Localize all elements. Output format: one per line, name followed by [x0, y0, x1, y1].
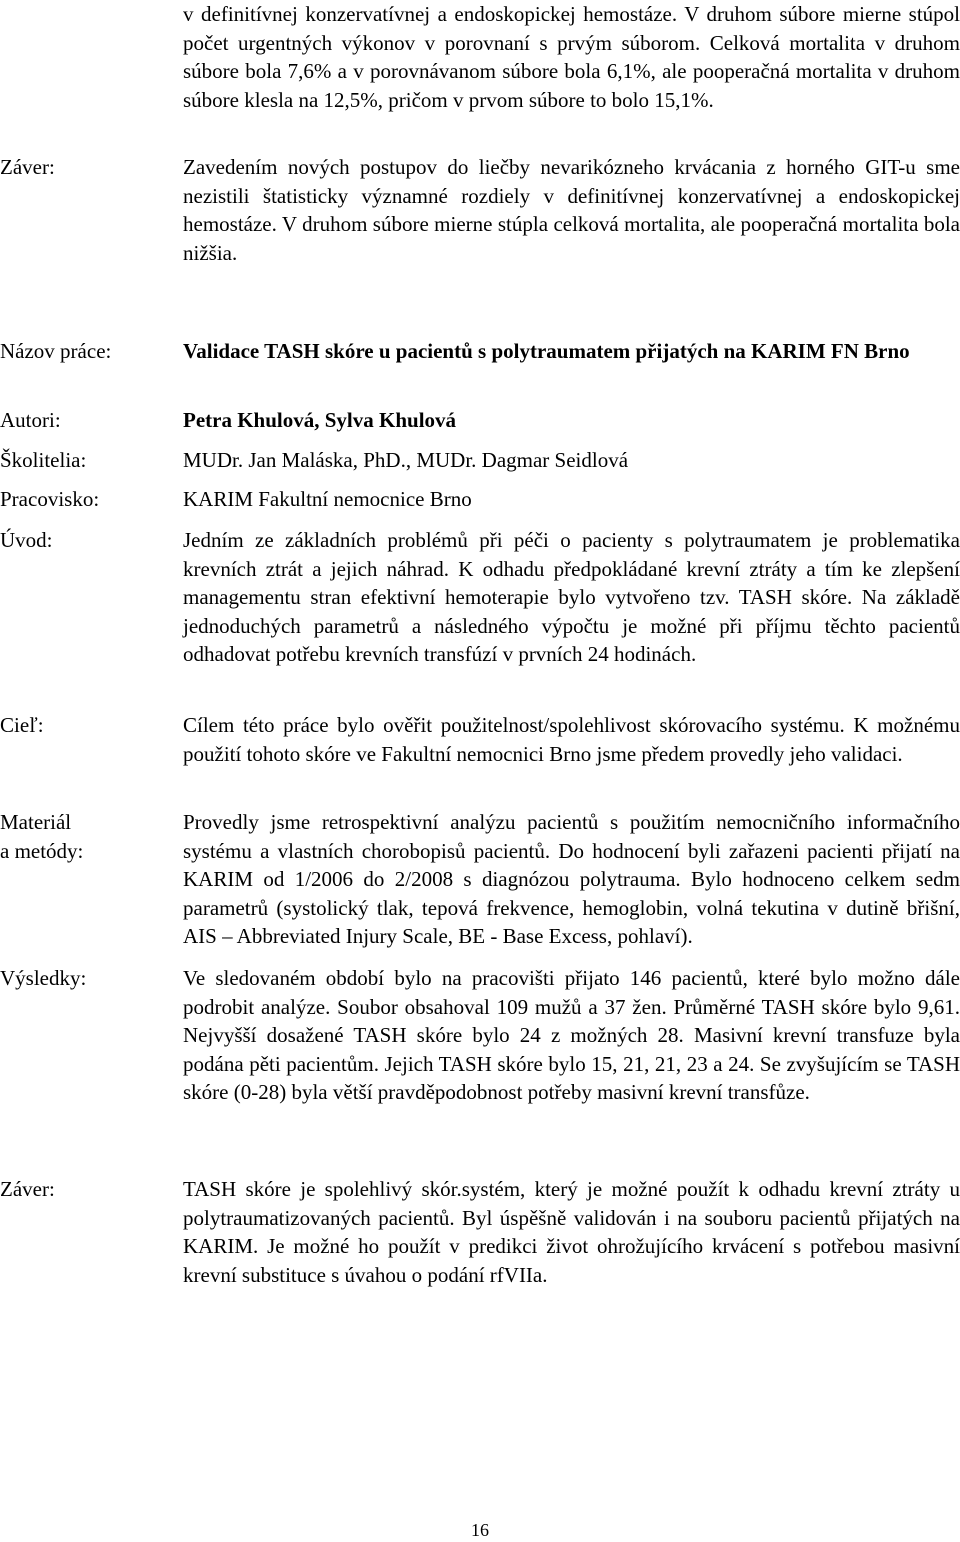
- conclusion2-label: Záver:: [0, 1177, 55, 1201]
- authors-label: Autori:: [0, 408, 61, 432]
- workplace: KARIM Fakultní nemocnice Brno: [183, 487, 472, 511]
- supervisors: MUDr. Jan Maláska, PhD., MUDr. Dagmar Seidlová: [183, 448, 629, 472]
- results-label: Výsledky:: [0, 966, 87, 990]
- goal-label: Cieľ:: [0, 713, 44, 737]
- conclusion-text: Zavedením nových postupov do liečby nevarikózneho krvácania z horného GIT-u sme nezistili štatisticky významné rozdiely v definitívnej konzervatívnej a endoskopickej hemostáze. V druhom súbore mierne stúpla celková mortalita, ale pooperačná mortalita bola nižšia.: [183, 155, 960, 265]
- title-label: Názov práce:: [0, 339, 112, 363]
- conclusion-label: Záver:: [0, 155, 55, 179]
- methods-label: Materiál a metódy:: [0, 810, 84, 863]
- page-number: 16: [471, 1520, 489, 1540]
- paper-title: Validace TASH skóre u pacientů s polytraumatem přijatých na KARIM FN Brno: [183, 339, 910, 363]
- conclusion2-text: TASH skóre je spolehlivý skór.systém, který je možné použít k odhadu krevní ztráty u polytraumatizovaných pacientů. Byl úspěšně validován i na souboru pacientů přijatých na KARIM. Je možné ho použít v predikci život ohrožujícího krvácení s potřebou masivní krevní substituce s úvahou o podání rfVIIa.: [183, 1177, 960, 1287]
- intro-label: Úvod:: [0, 528, 53, 552]
- methods-text: Provedly jsme retrospektivní analýzu pacientů s použitím nemocničního informačního systému a vlastních chorobopisů pacientů. Do hodnocení byli zařazeni pacienti přijatí na KARIM od 1/2006 do 2/2008 s diagnózou polytrauma. Bylo hodnoceno celkem sedm parametrů (systolický tlak, tepová frekvence, hemoglobin, volná tekutina v dutině břišní, AIS – Abbreviated Injury Scale, BE - Base Excess, pohlaví).: [183, 810, 960, 948]
- goal-text: Cílem této práce bylo ověřit použitelnost/spolehlivost skórovacího systému. K možnému použití tohoto skóre ve Fakultní nemocnici Brno jsme předem provedly jeho validaci.: [183, 713, 960, 766]
- results-text: Ve sledovaném období bylo na pracovišti přijato 146 pacientů, které bylo možno dále podrobit analýze. Soubor obsahoval 109 mužů a 37 žen. Průměrné TASH skóre bylo 9,61. Nejvyšší dosažené TASH skóre bylo 24 z možných 28. Masivní krevní transfuze byla podána pěti pacientům. Jejich TASH skóre bylo 15, 21, 21, 23 a 24. Se zvyšujícím se TASH skóre (0-28) byla větší pravděpodobnost potřeby masivní krevní transfůze.: [183, 966, 960, 1104]
- continuation-text: v definitívnej konzervatívnej a endoskopickej hemostáze. V druhom súbore mierne stúpol počet urgentných výkonov v porovnaní s prvým súborom. Celková mortalita v druhom súbore bola 7,6% a v porovnávanom súbore bola 6,1%, ale pooperačná mortalita v druhom súbore klesla na 12,5%, pričom v prvom súbore to bolo 15,1%.: [183, 2, 960, 112]
- intro-text: Jedním ze základních problémů při péči o pacienty s polytraumatem je problematika krevních ztrát a jejich náhrad. K odhadu předpokládané krevní ztráty a tím ke zlepšení managementu stran efektivní hemoterapie bylo vytvořeno tzv. TASH skóre. Na základě jednoduchých parametrů a následného výpočtu je možné při příjmu těchto pacientů odhadovat potřebu krevních transfúzí v prvních 24 hodinách.: [183, 528, 960, 666]
- workplace-label: Pracovisko:: [0, 487, 100, 511]
- authors: Petra Khulová, Sylva Khulová: [183, 408, 457, 432]
- supervisors-label: Školitelia:: [0, 448, 87, 472]
